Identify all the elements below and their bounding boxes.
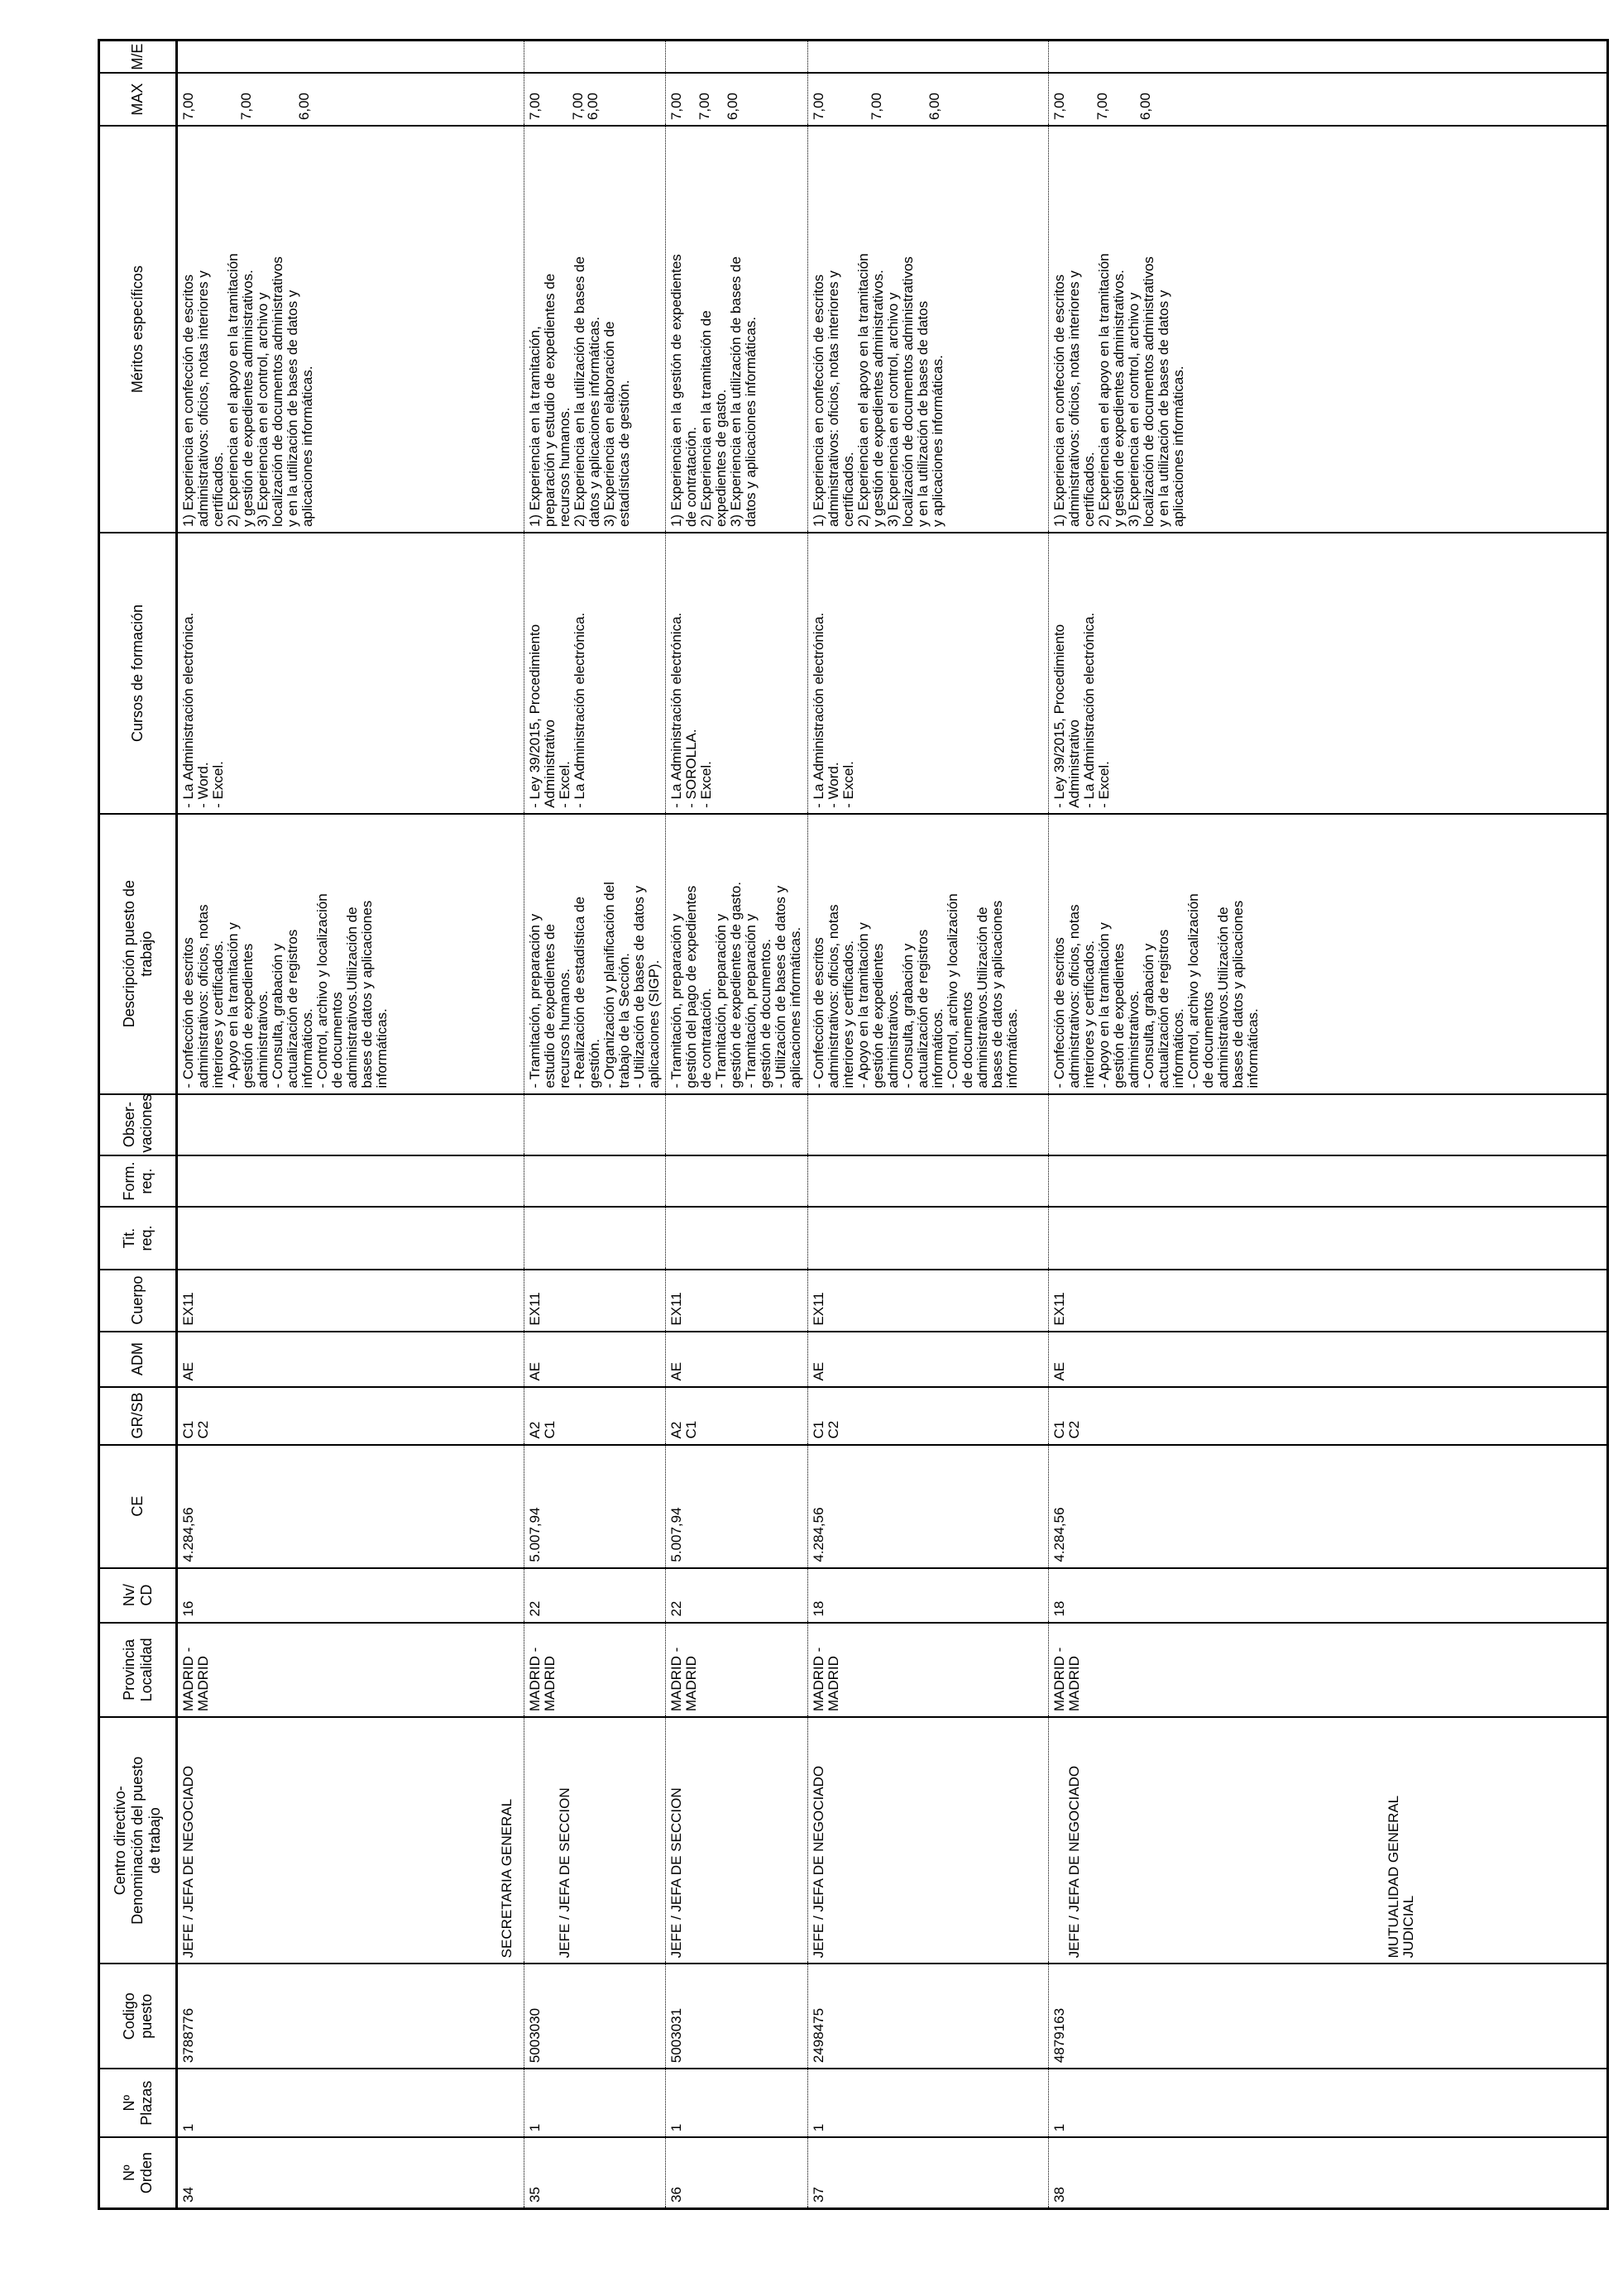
max-value: 7,00 bbox=[527, 93, 543, 121]
cell-titulacion bbox=[1049, 1208, 1608, 1270]
cell-codigo: 3788776 bbox=[177, 1964, 524, 2069]
cell-codigo: 4879163 bbox=[1049, 1964, 1608, 2069]
cell-cursos: - La Administración electrónica. - SOROLLA. - Excel. bbox=[666, 533, 808, 814]
cell-grupo: A2 C1 bbox=[666, 1387, 808, 1445]
cell-plazas: 1 bbox=[524, 2069, 666, 2137]
header-provincia: Provincia Localidad bbox=[99, 1623, 177, 1718]
cell-descripcion: - Tramitación, preparación y estudio de expedientes de recursos humanos. - Realización de estadística de gestión. - Organización y planificación del trabajo de la Sección. - Utilización de bases de datos y aplicaciones (SIGP). bbox=[524, 814, 666, 1094]
cell-max bbox=[177, 73, 524, 126]
cell-me bbox=[524, 41, 666, 74]
cell-orden: 34 bbox=[177, 2137, 524, 2208]
cell-orden: 37 bbox=[808, 2137, 1049, 2208]
header-cuerpo: Cuerpo bbox=[99, 1270, 177, 1332]
table-row bbox=[666, 41, 808, 2209]
cell-orden: 36 bbox=[666, 2137, 808, 2208]
cell-provincia: MADRID - MADRID bbox=[177, 1623, 524, 1718]
cell-cuerpo: EX11 bbox=[1049, 1270, 1608, 1332]
cell-cuerpo: EX11 bbox=[524, 1270, 666, 1332]
cell-titulacion bbox=[808, 1208, 1049, 1270]
cell-max bbox=[666, 73, 808, 126]
cell-plazas: 1 bbox=[808, 2069, 1049, 2137]
cell-centro-text: JEFE / JEFA DE SECCION bbox=[557, 1787, 573, 1959]
cell-cuerpo: EX11 bbox=[666, 1270, 808, 1332]
cell-max bbox=[808, 73, 1049, 126]
header-cursos: Cursos de formación bbox=[99, 533, 177, 814]
cell-formacion bbox=[808, 1155, 1049, 1208]
header-row bbox=[99, 41, 177, 2209]
cell-cursos: - La Administración electrónica. - Word. - Excel. bbox=[177, 533, 524, 814]
cell-centro: JEFE / JEFA DE NEGOCIADO bbox=[177, 1717, 524, 1964]
table-row bbox=[524, 41, 666, 2209]
cell-titulacion bbox=[524, 1208, 666, 1270]
cell-provincia: MADRID - MADRID bbox=[808, 1623, 1049, 1718]
max-value: 7,00 bbox=[238, 93, 255, 121]
cell-descripcion: - Tramitación, preparación y gestión del pago de expedientes de contratación. - Tramitación, preparación y gestión de expedientes de gasto. - Tramitación, preparación y gestión de documentos. - Utilización de bases de datos y aplicaciones informáticas. bbox=[666, 814, 808, 1094]
cell-formacion bbox=[666, 1155, 808, 1208]
cell-ce: 4.284,56 bbox=[177, 1445, 524, 1568]
cell-ce: 4.284,56 bbox=[1049, 1445, 1608, 1568]
max-value: 6,00 bbox=[296, 93, 313, 121]
cell-plazas: 1 bbox=[1049, 2069, 1608, 2137]
cell-grupo: C1 C2 bbox=[1049, 1387, 1608, 1445]
header-max: MAX bbox=[99, 73, 177, 126]
cell-cuerpo: EX11 bbox=[177, 1270, 524, 1332]
cell-orden: 38 bbox=[1049, 2137, 1608, 2208]
cell-descripcion: - Confección de escritos administrativos: oficios, notas interiores y certificados. - Apoyo en la tramitación y gestión de expedientes administrativos. - Consulta, grabación y actualización de registros informáticos. - Control, archivo y localización de documentos administrativos.Utilización de bases de datos y aplicaciones informáticas. bbox=[177, 814, 524, 1094]
header-formacion: Form. req. bbox=[99, 1155, 177, 1208]
cell-orden: 35 bbox=[524, 2137, 666, 2208]
header-codigo: Codigo puesto bbox=[99, 1964, 177, 2069]
cell-cursos: - Ley 39/2015, Procedimiento Administrativo - Excel. - La Administración electrónica. bbox=[524, 533, 666, 814]
header-orden: Nº Orden bbox=[99, 2137, 177, 2208]
cell-descripcion: - Confección de escritos administrativos: oficios, notas interiores y certificados. - Apoyo en la tramitación y gestión de expedientes administrativos. - Consulta, grabación y actualización de registros informáticos. - Control, archivo y localización de documentos administrativos.Utilización de bases de datos y aplicaciones informáticas. bbox=[808, 814, 1049, 1094]
cell-observaciones bbox=[1049, 1094, 1608, 1155]
cell-ce: 5.007,94 bbox=[666, 1445, 808, 1568]
table-row bbox=[1049, 41, 1608, 2209]
cell-ce: 5.007,94 bbox=[524, 1445, 666, 1568]
section-secretaria-general: SECRETARIA GENERAL bbox=[499, 1798, 515, 1959]
table-row bbox=[808, 41, 1049, 2209]
puestos-table bbox=[98, 39, 1609, 2210]
header-titulacion: Tit. req. bbox=[99, 1208, 177, 1270]
cell-observaciones bbox=[666, 1094, 808, 1155]
max-value: 7,00 bbox=[869, 93, 885, 121]
cell-observaciones bbox=[177, 1094, 524, 1155]
max-value: 7,00 bbox=[811, 93, 827, 121]
header-plazas: Nº Plazas bbox=[99, 2069, 177, 2137]
header-observaciones: Obser- vaciones bbox=[99, 1094, 177, 1155]
cell-provincia: MADRID - MADRID bbox=[666, 1623, 808, 1718]
header-grupo: GR/SB bbox=[99, 1387, 177, 1445]
cell-cuerpo: EX11 bbox=[808, 1270, 1049, 1332]
cell-centro: JEFE / JEFA DE NEGOCIADO bbox=[808, 1717, 1049, 1964]
cell-adm: AE bbox=[1049, 1332, 1608, 1387]
max-value: 6,00 bbox=[1137, 93, 1154, 121]
cell-adm: AE bbox=[177, 1332, 524, 1387]
max-value: 7,00 bbox=[1094, 93, 1111, 121]
cell-nivel: 22 bbox=[524, 1568, 666, 1623]
max-value: 7,00 bbox=[570, 93, 586, 121]
cell-nivel: 16 bbox=[177, 1568, 524, 1623]
cell-adm: AE bbox=[524, 1332, 666, 1387]
header-nivel: Nv/ CD bbox=[99, 1568, 177, 1623]
cell-formacion bbox=[1049, 1155, 1608, 1208]
cell-me bbox=[177, 41, 524, 74]
cell-observaciones bbox=[524, 1094, 666, 1155]
cell-codigo: 2498475 bbox=[808, 1964, 1049, 2069]
cell-ce: 4.284,56 bbox=[808, 1445, 1049, 1568]
cell-centro: JEFE / JEFA DE SECCION bbox=[666, 1717, 808, 1964]
max-value: 7,00 bbox=[180, 93, 196, 121]
cell-titulacion bbox=[177, 1208, 524, 1270]
header-descripcion: Descripción puesto de trabajo bbox=[99, 814, 177, 1094]
cell-nivel: 18 bbox=[808, 1568, 1049, 1623]
header-meritos: Méritos específicos bbox=[99, 126, 177, 533]
cell-cursos: - La Administración electrónica. - Word. - Excel. bbox=[808, 533, 1049, 814]
max-value: 6,00 bbox=[725, 93, 741, 121]
cell-adm: AE bbox=[666, 1332, 808, 1387]
cell-formacion bbox=[524, 1155, 666, 1208]
cell-cursos: - Ley 39/2015, Procedimiento Administrativo - La Administración electrónica. - Excel. bbox=[1049, 533, 1608, 814]
cell-meritos: 1) Experiencia en la tramitación, preparación y estudio de expedientes de recursos humanos. 2) Experiencia en la utilización de bases de datos y aplicaciones informáticas. 3) Experiencia en elaboración de estadísticas de gestión. bbox=[524, 126, 666, 533]
cell-codigo: 5003031 bbox=[666, 1964, 808, 2069]
cell-adm: AE bbox=[808, 1332, 1049, 1387]
cell-grupo: C1 C2 bbox=[808, 1387, 1049, 1445]
cell-formacion bbox=[177, 1155, 524, 1208]
cell-meritos: 1) Experiencia en confección de escritos administrativos: oficios, notas interiores y certificados. 2) Experiencia en el apoyo en la tramitación y gestión de expedientes administrativos. 3) Experiencia en el control, archivo y localización de documentos administrativos y en la utilización de bases de datos y aplicaciones informáticas. bbox=[177, 126, 524, 533]
section-mutualidad-general-judicial: MUTUALIDAD GENERAL JUDICIAL bbox=[1386, 1795, 1417, 1959]
cell-descripcion: - Confección de escritos administrativos: oficios, notas interiores y certificados. - Apoyo en la tramitación y gestión de expedientes administrativos. - Consulta, grabación y actualización de registros informáticos. - Control, archivo y localización de documentos administrativos.Utilización de bases de datos y aplicaciones informáticas. bbox=[1049, 814, 1608, 1094]
header-adm: ADM bbox=[99, 1332, 177, 1387]
cell-grupo: A2 C1 bbox=[524, 1387, 666, 1445]
cell-centro bbox=[499, 1717, 666, 1964]
cell-max bbox=[524, 73, 666, 126]
cell-me bbox=[1049, 41, 1608, 74]
cell-plazas: 1 bbox=[666, 2069, 808, 2137]
header-ce: CE bbox=[99, 1445, 177, 1568]
cell-observaciones bbox=[808, 1094, 1049, 1155]
cell-grupo: C1 C2 bbox=[177, 1387, 524, 1445]
header-centro: Centro directivo- Denominación del puesto de trabajo bbox=[99, 1717, 177, 1964]
cell-provincia: MADRID - MADRID bbox=[1049, 1623, 1608, 1718]
table-row bbox=[177, 41, 524, 2209]
cell-me bbox=[666, 41, 808, 74]
cell-codigo: 5003030 bbox=[524, 1964, 666, 2069]
max-value: 7,00 bbox=[1051, 93, 1068, 121]
cell-max bbox=[1049, 73, 1608, 126]
max-value: 6,00 bbox=[926, 93, 943, 121]
cell-me bbox=[808, 41, 1049, 74]
cell-plazas: 1 bbox=[177, 2069, 524, 2137]
cell-provincia: MADRID - MADRID bbox=[524, 1623, 666, 1718]
cell-meritos: 1) Experiencia en confección de escritos administrativos: oficios, notas interiores y certificados. 2) Experiencia en el apoyo en la tramitación y gestión de expedientes administrativos. 3) Experiencia en el control, archivo y localización de documentos administrativos y en la utilización de bases de datos y aplicaciones informáticas. bbox=[1049, 126, 1608, 533]
header-me: M/E bbox=[99, 41, 177, 74]
cell-nivel: 18 bbox=[1049, 1568, 1608, 1623]
cell-nivel: 22 bbox=[666, 1568, 808, 1623]
cell-meritos: 1) Experiencia en confección de escritos administrativos: oficios, notas interiores y certificados. 2) Experiencia en el apoyo en la tramitación y gestión de expedientes administrativos. 3) Experiencia en el control, archivo y localización de documentos administrativos y en la utilización de bases de datos y aplicaciones informáticas. bbox=[808, 126, 1049, 533]
max-value: 6,00 bbox=[585, 93, 601, 121]
cell-meritos: 1) Experiencia en la gestión de expedientes de contratación. 2) Experiencia en la tramitación de expedientes de gasto. 3) Experiencia en la utilización de bases de datos y aplicaciones informáticas. bbox=[666, 126, 808, 533]
cell-centro-text: JEFE / JEFA DE NEGOCIADO bbox=[1066, 1765, 1083, 1959]
cell-centro bbox=[1049, 1717, 1608, 1964]
cell-titulacion bbox=[666, 1208, 808, 1270]
max-value: 7,00 bbox=[668, 93, 685, 121]
max-value: 7,00 bbox=[697, 93, 713, 121]
